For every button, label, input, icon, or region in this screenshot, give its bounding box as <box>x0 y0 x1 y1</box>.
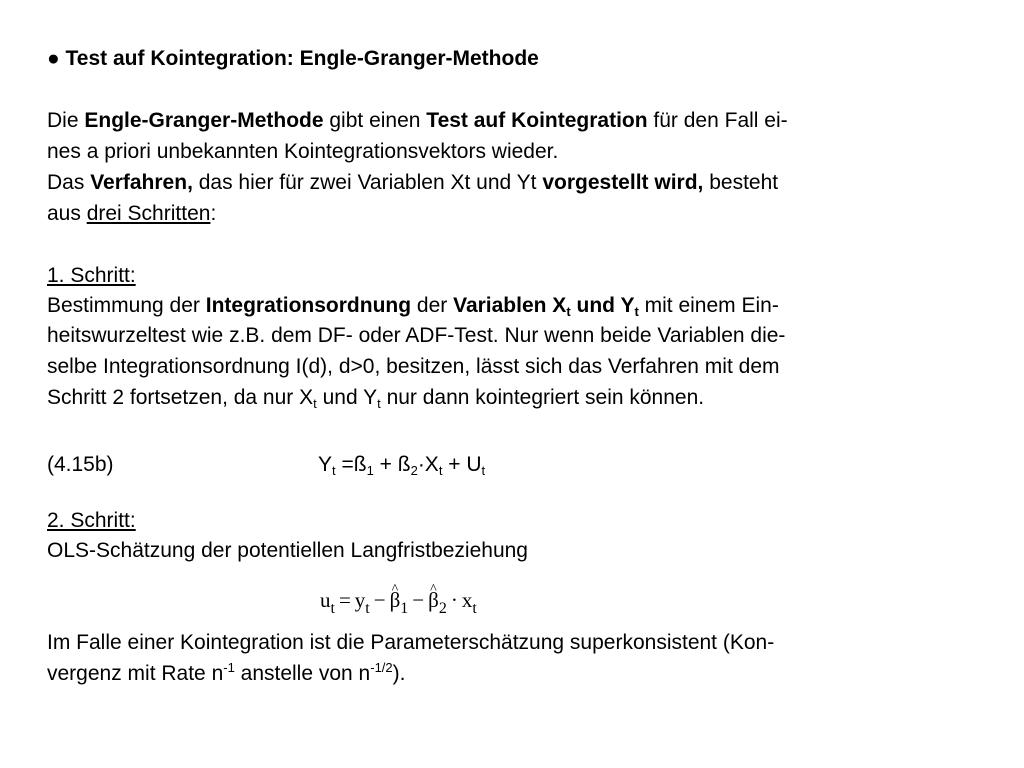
step1-line-2: heitswurzeltest wie z.B. dem DF- oder ADF-Test. Nur wenn beide Variablen die- <box>47 324 786 347</box>
equation-label: (4.15b) <box>47 453 114 476</box>
intro-line-3: Das Verfahren, das hier für zwei Variablen Xt und Yt vorgestellt wird, besteht <box>47 171 779 194</box>
conclusion-line-2: vergenz mit Rate $n^{-1}$ anstelle von $n^{-1/2}$). <box>47 660 406 685</box>
intro-line-4: aus drei Schritten: <box>47 202 217 225</box>
step1-heading: 1. Schritt: <box>47 264 136 287</box>
beta-hat-2: ^ β <box>428 587 439 613</box>
step2-line-1: OLS-Schätzung der potentiellen Langfristbeziehung <box>47 539 528 562</box>
step1-line-1: Bestimmung der Integrationsordnung der Variablen $X_t$ und $Y_t$ mit einem Ein- <box>47 294 779 319</box>
intro-line-1: Die Engle-Granger-Methode gibt einen Test auf Kointegration für den Fall ei- <box>47 109 788 132</box>
intro-line-2: nes a priori unbekannten Kointegrationsvektors wieder. <box>47 140 559 163</box>
bullet-icon: ● <box>47 47 60 70</box>
beta-hat-1: ^ β <box>390 587 401 613</box>
step1-line-4: Schritt 2 fortsetzen, da nur $X_t$ und $Y_t$ nur dann kointegriert sein können. <box>47 386 705 411</box>
heading-title: Test auf Kointegration: Engle-Granger-Methode <box>65 47 539 70</box>
step1-line-3: selbe Integrationsordnung I(d), d>0, besitzen, lässt sich das Verfahren mit dem <box>47 355 780 378</box>
equation-4-15b: $Y_t$ $=ß_1$ + $ß_2\cdot X_t + U_t$ <box>318 453 486 478</box>
step2-heading: 2. Schritt: <box>47 509 136 532</box>
slide-heading <box>47 46 539 72</box>
ols-formula: $u_t = y_t$ −^ $\beta_1$ −^ $\beta_2 \cdot x_t$ <box>320 587 477 613</box>
conclusion-line-1: Im Falle einer Kointegration ist die Parameterschätzung superkonsistent (Kon- <box>47 631 775 654</box>
